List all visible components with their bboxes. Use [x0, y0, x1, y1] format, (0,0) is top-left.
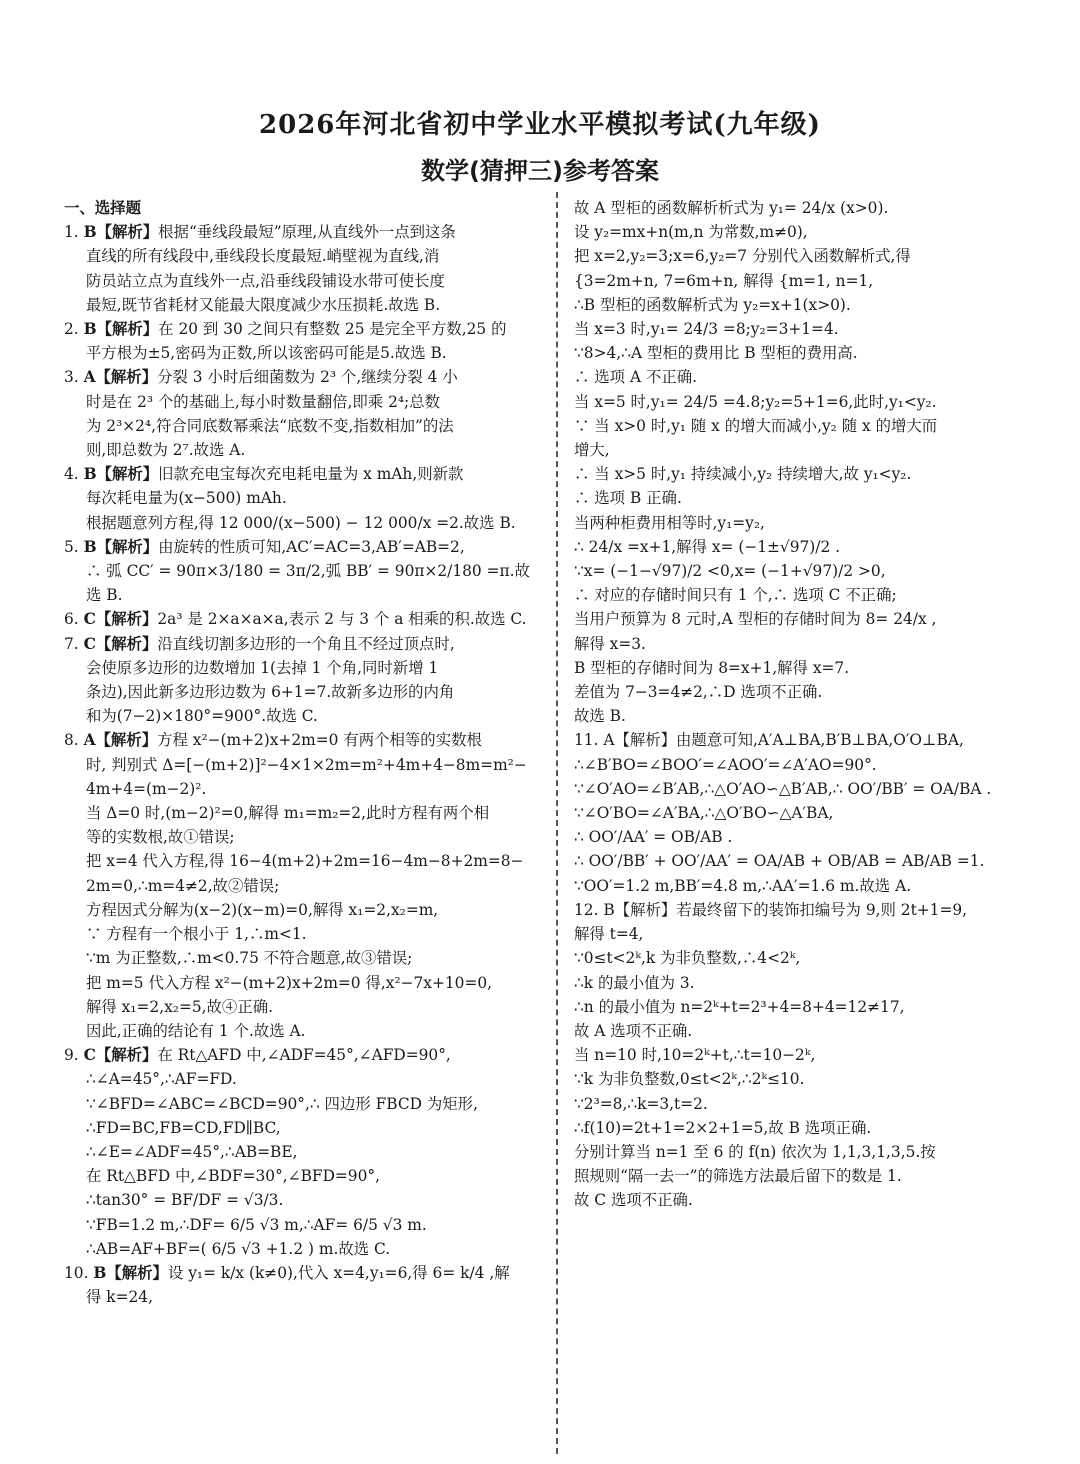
answer-item: [64, 607, 542, 631]
solution-line: 当两种柜费用相等时,y₁=y₂,: [574, 513, 765, 532]
answer-line: 则,即总数为 2⁷.故选 A.: [86, 441, 246, 460]
answer-line: 解得 x₁=2,x₂=5,故④正确.: [86, 997, 273, 1016]
answer-number: 10.: [64, 1263, 94, 1282]
answer-number: 6.: [64, 610, 84, 629]
answer-line: ∵m 为正整数,∴m<0.75 不符合题意,故③错误;: [86, 949, 413, 968]
solution-line: ∵∠O′AO=∠B′AB,∴△O′AO∽△B′AB,∴ OO′/BB′ = OA/BA .: [574, 779, 992, 798]
solution-line: 解得 t=4,: [574, 925, 644, 944]
solution-line: 故选 B.: [574, 707, 626, 726]
solution-line: 故 A 型柜的函数解析析式为 y₁= 24/x (x>0).: [574, 199, 889, 217]
answer-line: 时是在 2³ 个的基础上,每小时数量翻倍,即乘 2⁴;总数: [86, 392, 440, 411]
answer-text: 分裂 3 小时后细菌数为 2³ 个,继续分裂 4 小: [157, 368, 458, 387]
solution-line: 增大,: [574, 441, 610, 460]
section-heading: 一、选择题: [64, 199, 141, 217]
column-divider: [556, 192, 558, 1454]
solution-line: 当 n=10 时,10=2ᵏ+t,∴t=10−2ᵏ,: [574, 1046, 816, 1065]
answer-text: 在 20 到 30 之间只有整数 25 是完全平方数,25 的: [158, 320, 507, 339]
answer-first-line: [64, 462, 542, 486]
answer-line: ∴tan30° = BF/DF = √3/3.: [86, 1191, 284, 1210]
answer-line: 在 Rt△BFD 中,∠BDF=30°,∠BFD=90°,: [86, 1167, 380, 1186]
solution-line: ∴ 选项 A 不正确.: [574, 368, 698, 387]
solution-line: 把 x=2,y₂=3;x=6,y₂=7 分别代入函数解析式,得: [574, 247, 911, 266]
answer-line: ∵FB=1.2 m,∴DF= 6/5 √3 m,∴AF= 6/5 √3 m.: [86, 1215, 427, 1234]
answer-line: 为 2³×2⁴,符合同底数幂乘法“底数不变,指数相加”的法: [86, 416, 454, 435]
answer-item: [64, 728, 542, 1043]
answer-item: [64, 1043, 542, 1261]
answer-text: 方程 x²−(m+2)x+2m=0 有两个相等的实数根: [157, 731, 482, 750]
answer-line: ∵∠BFD=∠ABC=∠BCD=90°,∴ 四边形 FBCD 为矩形,: [86, 1094, 478, 1113]
answer-line: 得 k=24,: [86, 1288, 153, 1307]
answer-first-line: [64, 1043, 542, 1067]
answer-choice: A【解析】: [83, 368, 158, 387]
answer-choice: B【解析】: [83, 537, 159, 556]
solution-line: {3=2m+n, 7=6m+n, 解得 {m=1, n=1,: [574, 271, 874, 290]
solution-line: 故 A 选项不正确.: [574, 1021, 693, 1040]
answer-number: 1.: [64, 223, 84, 242]
answer-text: 旧款充电宝每次充电耗电量为 x mAh,则新款: [158, 465, 464, 484]
answer-line: 因此,正确的结论有 1 个.故选 A.: [86, 1021, 306, 1040]
solution-line: ∵ 当 x>0 时,y₁ 随 x 的增大而减小,y₂ 随 x 的增大而: [574, 416, 938, 435]
solution-line: ∵x= (−1−√97)/2 <0,x= (−1+√97)/2 >0,: [574, 562, 886, 581]
answer-item: [64, 1261, 542, 1309]
solution-line: ∴ 选项 B 正确.: [574, 489, 682, 508]
answer-line: 最短,既节省耗材又能最大限度减少水压损耗.故选 B.: [86, 295, 441, 314]
answer-line: 和为(7−2)×180°=900°.故选 C.: [86, 707, 318, 726]
answer-item: [64, 317, 542, 365]
solution-line: ∴f(10)=2t+1=2×2+1=5,故 B 选项正确.: [574, 1118, 872, 1137]
answer-item: [64, 462, 542, 535]
solution-line: 12. B【解析】若最终留下的装饰扣编号为 9,则 2t+1=9,: [574, 900, 968, 919]
answer-number: 9.: [64, 1046, 84, 1065]
solution-line: ∴n 的最小值为 n=2ᵏ+t=2³+4=8+4=12≠17,: [574, 997, 905, 1016]
answer-choice: B【解析】: [83, 320, 159, 339]
answer-choice: B【解析】: [93, 1263, 168, 1282]
answer-line: ∴ 弧 CC′ = 90π×3/180 = 3π/2,弧 BB′ = 90π×2/180 =π.故选 B.: [86, 562, 530, 605]
answer-line: 根据题意列方程,得 12 000/(x−500) − 12 000/x =2.故选 B.: [86, 513, 516, 532]
answer-first-line: [64, 607, 542, 631]
answer-text: 在 Rt△AFD 中,∠ADF=45°,∠AFD=90°,: [157, 1046, 451, 1065]
page-header: [0, 104, 1080, 186]
answer-line: 等的实数根,故①错误;: [86, 828, 235, 847]
answer-line: 当 Δ=0 时,(m−2)²=0,解得 m₁=m₂=2,此时方程有两个相: [86, 804, 490, 823]
answer-line: 4m+4=(m−2)².: [86, 779, 207, 798]
answer-first-line: [64, 1261, 542, 1285]
answer-item: [64, 535, 542, 608]
solution-line: 当用户预算为 8 元时,A 型柜的存储时间为 8= 24/x ,: [574, 610, 937, 629]
answer-line: ∴AB=AF+BF=( 6/5 √3 +1.2 ) m.故选 C.: [86, 1239, 391, 1258]
answer-text: 设 y₁= k/x (k≠0),代入 x=4,y₁=6,得 6= k/4 ,解: [167, 1263, 510, 1282]
solution-line: ∵k 为非负整数,0≤t<2ᵏ,∴2ᵏ≤10.: [574, 1070, 805, 1089]
answer-line: 直线的所有线段中,垂线段长度最短.峭壁视为直线,消: [86, 247, 440, 266]
answer-item: [64, 365, 542, 462]
solution-line: ∴ 对应的存储时间只有 1 个,∴ 选项 C 不正确;: [574, 586, 897, 605]
solution-line: 设 y₂=mx+n(m,n 为常数,m≠0),: [574, 223, 808, 242]
page-title: 2026年河北省初中学业水平模拟考试(九年级): [259, 110, 821, 140]
solution-line: ∴B 型柜的函数解析式为 y₂=x+1(x>0).: [574, 295, 851, 314]
answer-choice: C【解析】: [83, 610, 158, 629]
answer-first-line: [64, 220, 542, 244]
solution-line: ∴ OO′/AA′ = OB/AB .: [574, 828, 733, 847]
answer-number: 2.: [64, 320, 84, 339]
answer-first-line: [64, 365, 542, 389]
answer-line: 平方根为±5,密码为正数,所以该密码可能是5.故选 B.: [86, 344, 447, 363]
answer-item: [64, 632, 542, 729]
answer-number: 7.: [64, 634, 84, 653]
answer-number: 3.: [64, 368, 84, 387]
solution-line: ∵0≤t<2ᵏ,k 为非负整数,∴4<2ᵏ,: [574, 949, 801, 968]
answer-line: 条边),因此新多边形边数为 6+1=7.故新多边形的内角: [86, 683, 455, 702]
solution-line: ∵2³=8,∴k=3,t=2.: [574, 1094, 708, 1113]
answer-first-line: [64, 317, 542, 341]
solution-line: 故 C 选项不正确.: [574, 1191, 693, 1210]
solution-line: ∴∠B′BO=∠BOO′=∠AOO′=∠A′AO=90°.: [574, 755, 877, 774]
answer-text: 根据“垂线段最短”原理,从直线外一点到这条: [158, 223, 456, 242]
answer-line: ∴FD=BC,FB=CD,FD∥BC,: [86, 1118, 281, 1137]
solution-line: 照规则“隔一去一”的筛选方法最后留下的数是 1.: [574, 1167, 902, 1186]
page-subtitle: 数学(猜押三)参考答案: [421, 157, 659, 185]
answer-line: 把 x=4 代入方程,得 16−4(m+2)+2m=16−4m−8+2m=8−: [86, 852, 524, 871]
answer-item: [64, 220, 542, 317]
solution-line: 11. A【解析】由题意可知,A′A⊥BA,B′B⊥BA,O′O⊥BA,: [574, 731, 964, 750]
answer-choice: B【解析】: [83, 223, 159, 242]
answer-text: 2a³ 是 2×a×a×a,表示 2 与 3 个 a 相乘的积.故选 C.: [157, 610, 527, 629]
answer-number: 8.: [64, 731, 84, 750]
answer-choice: A【解析】: [83, 731, 158, 750]
answer-first-line: [64, 728, 542, 752]
answer-line: 把 m=5 代入方程 x²−(m+2)x+2m=0 得,x²−7x+10=0,: [86, 973, 493, 992]
solution-line: ∴k 的最小值为 3.: [574, 973, 695, 992]
answer-line: ∴∠E=∠ADF=45°,∴AB=BE,: [86, 1142, 298, 1161]
answer-line: 方程因式分解为(x−2)(x−m)=0,解得 x₁=2,x₂=m,: [86, 900, 439, 919]
answer-text: 沿直线切割多边形的一个角且不经过顶点时,: [157, 634, 455, 653]
solution-line: B 型柜的存储时间为 8=x+1,解得 x=7.: [574, 658, 850, 677]
solution-line: ∵∠O′BO=∠A′BA,∴△O′BO∽△A′BA,: [574, 804, 834, 823]
left-column: [64, 196, 542, 1309]
solution-line: ∵OO′=1.2 m,BB′=4.8 m,∴AA′=1.6 m.故选 A.: [574, 876, 912, 895]
solution-line: 当 x=5 时,y₁= 24/5 =4.8;y₂=5+1=6,此时,y₁<y₂.: [574, 392, 937, 411]
answer-line: 防员站立点为直线外一点,沿垂线段铺设水带可使长度: [86, 271, 445, 290]
answer-line: 时, 判别式 Δ=[−(m+2)]²−4×1×2m=m²+4m+4−8m=m²−: [86, 755, 527, 774]
solution-line: 差值为 7−3=4≠2,∴D 选项不正确.: [574, 683, 823, 702]
answer-choice: B【解析】: [83, 465, 159, 484]
answer-line: 每次耗电量为(x−500) mAh.: [86, 489, 287, 508]
solution-line: ∵8>4,∴A 型柜的费用比 B 型柜的费用高.: [574, 344, 858, 363]
answer-line: ∵ 方程有一个根小于 1,∴m<1.: [86, 925, 307, 944]
answer-first-line: [64, 632, 542, 656]
answer-number: 5.: [64, 537, 84, 556]
solution-line: ∴ 当 x>5 时,y₁ 持续减小,y₂ 持续增大,故 y₁<y₂.: [574, 465, 912, 484]
solution-line: ∴ 24/x =x+1,解得 x= (−1±√97)/2 .: [574, 537, 841, 556]
answer-number: 4.: [64, 465, 84, 484]
answer-text: 由旋转的性质可知,AC′=AC=3,AB′=AB=2,: [158, 537, 465, 556]
answer-line: 会使原多边形的边数增加 1(去掉 1 个角,同时新增 1: [86, 658, 439, 677]
right-column: [574, 196, 1034, 1213]
solution-line: 解得 x=3.: [574, 634, 646, 653]
solution-line: ∴ OO′/BB′ + OO′/AA′ = OA/AB + OB/AB = AB/AB =1.: [574, 852, 985, 871]
answer-choice: C【解析】: [83, 1046, 158, 1065]
answer-line: 2m=0,∴m=4≠2,故②错误;: [86, 876, 280, 895]
answer-choice: C【解析】: [83, 634, 158, 653]
solution-line: 分别计算当 n=1 至 6 的 f(n) 依次为 1,1,3,1,3,5.按: [574, 1142, 936, 1161]
answer-first-line: [64, 535, 542, 559]
solution-line: 当 x=3 时,y₁= 24/3 =8;y₂=3+1=4.: [574, 320, 839, 339]
answer-line: ∴∠A=45°,∴AF=FD.: [86, 1070, 237, 1089]
